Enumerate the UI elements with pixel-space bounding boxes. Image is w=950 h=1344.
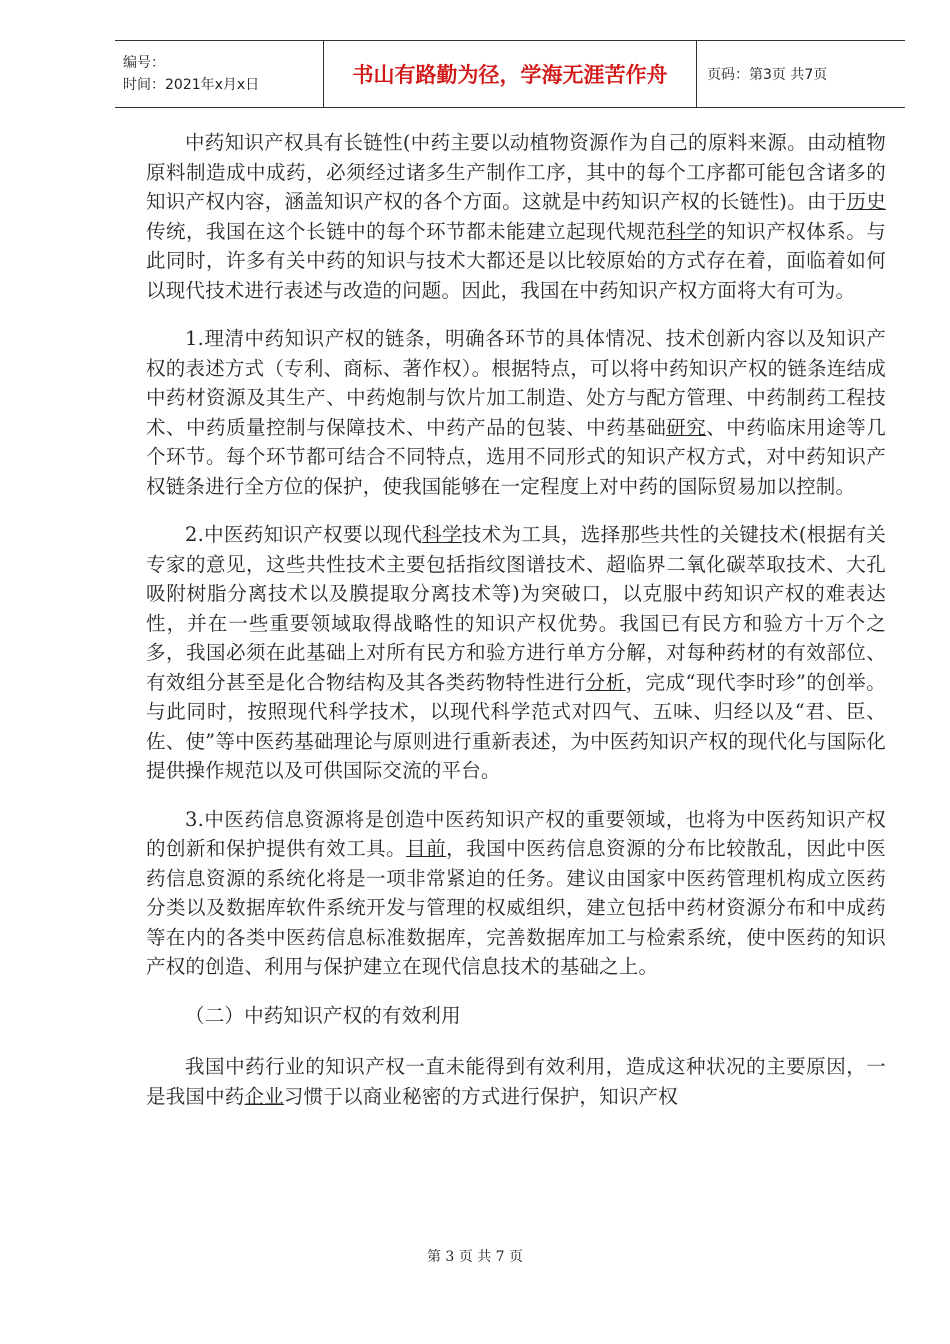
link-analysis[interactable]: 分析 [585, 670, 626, 694]
number-label: 编号： [123, 55, 165, 71]
document-body [146, 128, 886, 1130]
link-enterprise[interactable]: 企业 [244, 1084, 284, 1108]
link-science-2[interactable]: 科学 [422, 523, 462, 546]
paragraph-6: 我国中药行业的知识产权一直未能得到有效利用，造成这种状况的主要原因，一是我国中药企业习惯于以商业秘密的方式进行保护，知识产权 [146, 1055, 886, 1108]
header-page-label: 页码：第3页 共7页 [697, 41, 906, 108]
header-motto: 书山有路勤为径，学海无涯苦作舟 [324, 41, 697, 108]
link-current[interactable]: 目前 [406, 837, 447, 860]
paragraph-3: 2.中医药知识产权要以现代科学技术为工具，选择那些共性的关键技术(根据有关专家的意见，这些共性技术主要包括指纹图谱技术、超临界二氧化碳萃取技术、大孔吸附树脂分离技术以及膜提取分离技术等)为突破口，以克服中药知识产权的难表达性，并在一些重要领域取得战略性的知识产权优势。我国已有民方和验方十万个之多，我国必须在此基础上对所有民方和验方进行单方分解，对每种药材的有效部位、有效组分甚至是化合物结构及其各类药物特性进行分析，完成“现代李时珍”的创举。与此同时，按照现代科学技术，以现代科学范式对四气、五味、归经以及“君、臣、佐、使”等中医药基础理论与原则进行重新表述，为中医药知识产权的现代化与国际化提供操作规范以及可供国际交流的平台。 [146, 523, 886, 782]
section-heading: （二）中药知识产权的有效利用 [185, 1003, 461, 1027]
paragraph-4: 3.中医药信息资源将是创造中医药知识产权的重要领域，也将为中医药知识产权的创新和保护提供有效工具。目前，我国中医药信息资源的分布比较散乱，因此中医药信息资源的系统化将是一项非常紧迫的任务。建议由国家中医药管理机构成立医药分类以及数据库软件系统开发与管理的权威组织，建立包括中药材资源分布和中成药等在内的各类中医药信息标准数据库，完善数据库加工与检索系统，使中医药的知识产权的创造、利用与保护建立在现代信息技术的基础之上。 [146, 807, 886, 978]
time-label: 时间：2021年x月x日 [123, 77, 260, 93]
page-footer: 第 3 页 共 7 页 [426, 1249, 524, 1265]
header-meta [115, 41, 324, 108]
paragraph-2: 1.理清中药知识产权的链条，明确各环节的具体情况、技术创新内容以及知识产权的表述方式（专利、商标、著作权）。根据特点，可以将中药知识产权的链条连结成中药材资源及其生产、中药炮制与饮片加工制造、处方与配方管理、中药制药工程技术、中药质量控制与保障技术、中药产品的包装、中药基础研究、中药临床用途等几个环节。每个环节都可结合不同特点，选用不同形式的知识产权方式，对中药知识产权链条进行全方位的保护，使我国能够在一定程度上对中药的国际贸易加以控制。 [146, 327, 886, 498]
link-research[interactable]: 研究 [666, 415, 707, 439]
paragraph-1: 中药知识产权具有长链性(中药主要以动植物资源作为自己的原料来源。由动植物原料制造成中成药，必须经过诸多生产制作工序，其中的每个工序都可能包含诸多的知识产权内容，涵盖知识产权的各个方面。这就是中药知识产权的长链性)。由于历史传统，我国在这个长链中的每个环节都未能建立起现代规范科学的知识产权体系。与此同时，许多有关中药的知识与技术大都还是以比较原始的方式存在着，面临着如何以现代技术进行表述与改造的问题。因此，我国在中药知识产权方面将大有可为。 [146, 131, 887, 302]
document-header [115, 40, 905, 108]
link-history[interactable]: 历史 [846, 190, 887, 213]
link-science[interactable]: 科学 [666, 219, 707, 243]
